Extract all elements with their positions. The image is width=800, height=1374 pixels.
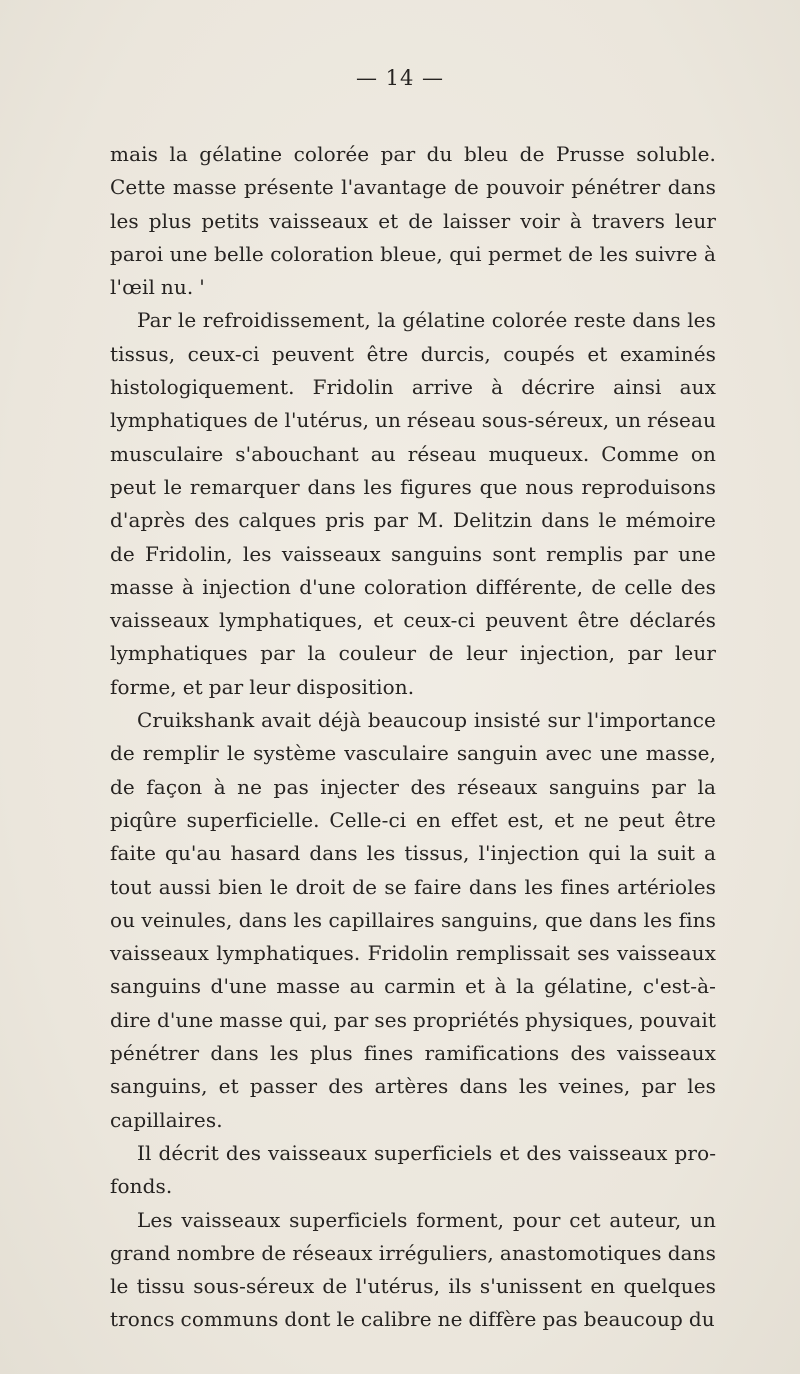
paragraph-4: Il décrit des vaisseaux superficiels et des vaisseaux profonds. [110, 1140, 716, 1199]
paragraph-1: mais la gélatine colorée par du bleu de Prusse soluble. Cette masse présente l'avantage de pouvoir pénétrer dans les plus petits vaisseaux et de laisser voir à travers leur paroi une belle coloration bleue, qui permet de les suivre à l'œil nu. ' [110, 142, 716, 300]
page-number: — 14 — [355, 66, 445, 90]
body-text [110, 138, 716, 1337]
paragraph-5: Les vaisseaux superficiels forment, pour cet auteur, un grand nombre de réseaux irréguliers, anastomotiques dans le tissu sous-séreux de l'utérus, ils s'unissent en quelques troncs communs dont le calibre ne diffère pas beaucoup du [110, 1207, 716, 1332]
paragraph-3: Cruikshank avait déjà beaucoup insisté sur l'importance de remplir le système vasculaire sanguin avec une masse, de façon à ne pas injecter des réseaux sanguins par la piqûre superficielle. Celle-ci en effet est, et ne peut être faite qu'au hasard dans les tissus, l'injection qui la suit a tout aussi bien le droit de se faire dans les fines artérioles ou veinules, dans les capillaires sanguins, que dans les fins vaisseaux lymphatiques. Fridolin remplissait ses vaisseaux sanguins d'une masse au carmin et à la gélatine, c'est-à-dire d'une masse qui, par ses propriétés physiques, pouvait pénétrer dans les plus fines ramifications des vaisseaux sanguins, et passer des artères dans les veines, par les capillaires. [110, 708, 716, 1132]
paragraph-2: Par le refroidissement, la gélatine colorée reste dans les tissus, ceux-ci peuvent être durcis, coupés et examinés histologiquement. Fridolin arrive à décrire ainsi aux lymphatiques de l'utérus, un réseau sous-séreux, un réseau musculaire s'abouchant au réseau muqueux. Comme on peut le remarquer dans les figures que nous reproduisons d'après des calques pris par M. Delitzin dans le mémoire de Fridolin, les vaisseaux sanguins sont remplis par une masse à injection d'une coloration différente, de celle des vaisseaux lymphatiques, et ceux-ci peuvent être déclarés lymphatiques par la couleur de leur injection, par leur forme, et par leur disposition. [110, 308, 716, 699]
